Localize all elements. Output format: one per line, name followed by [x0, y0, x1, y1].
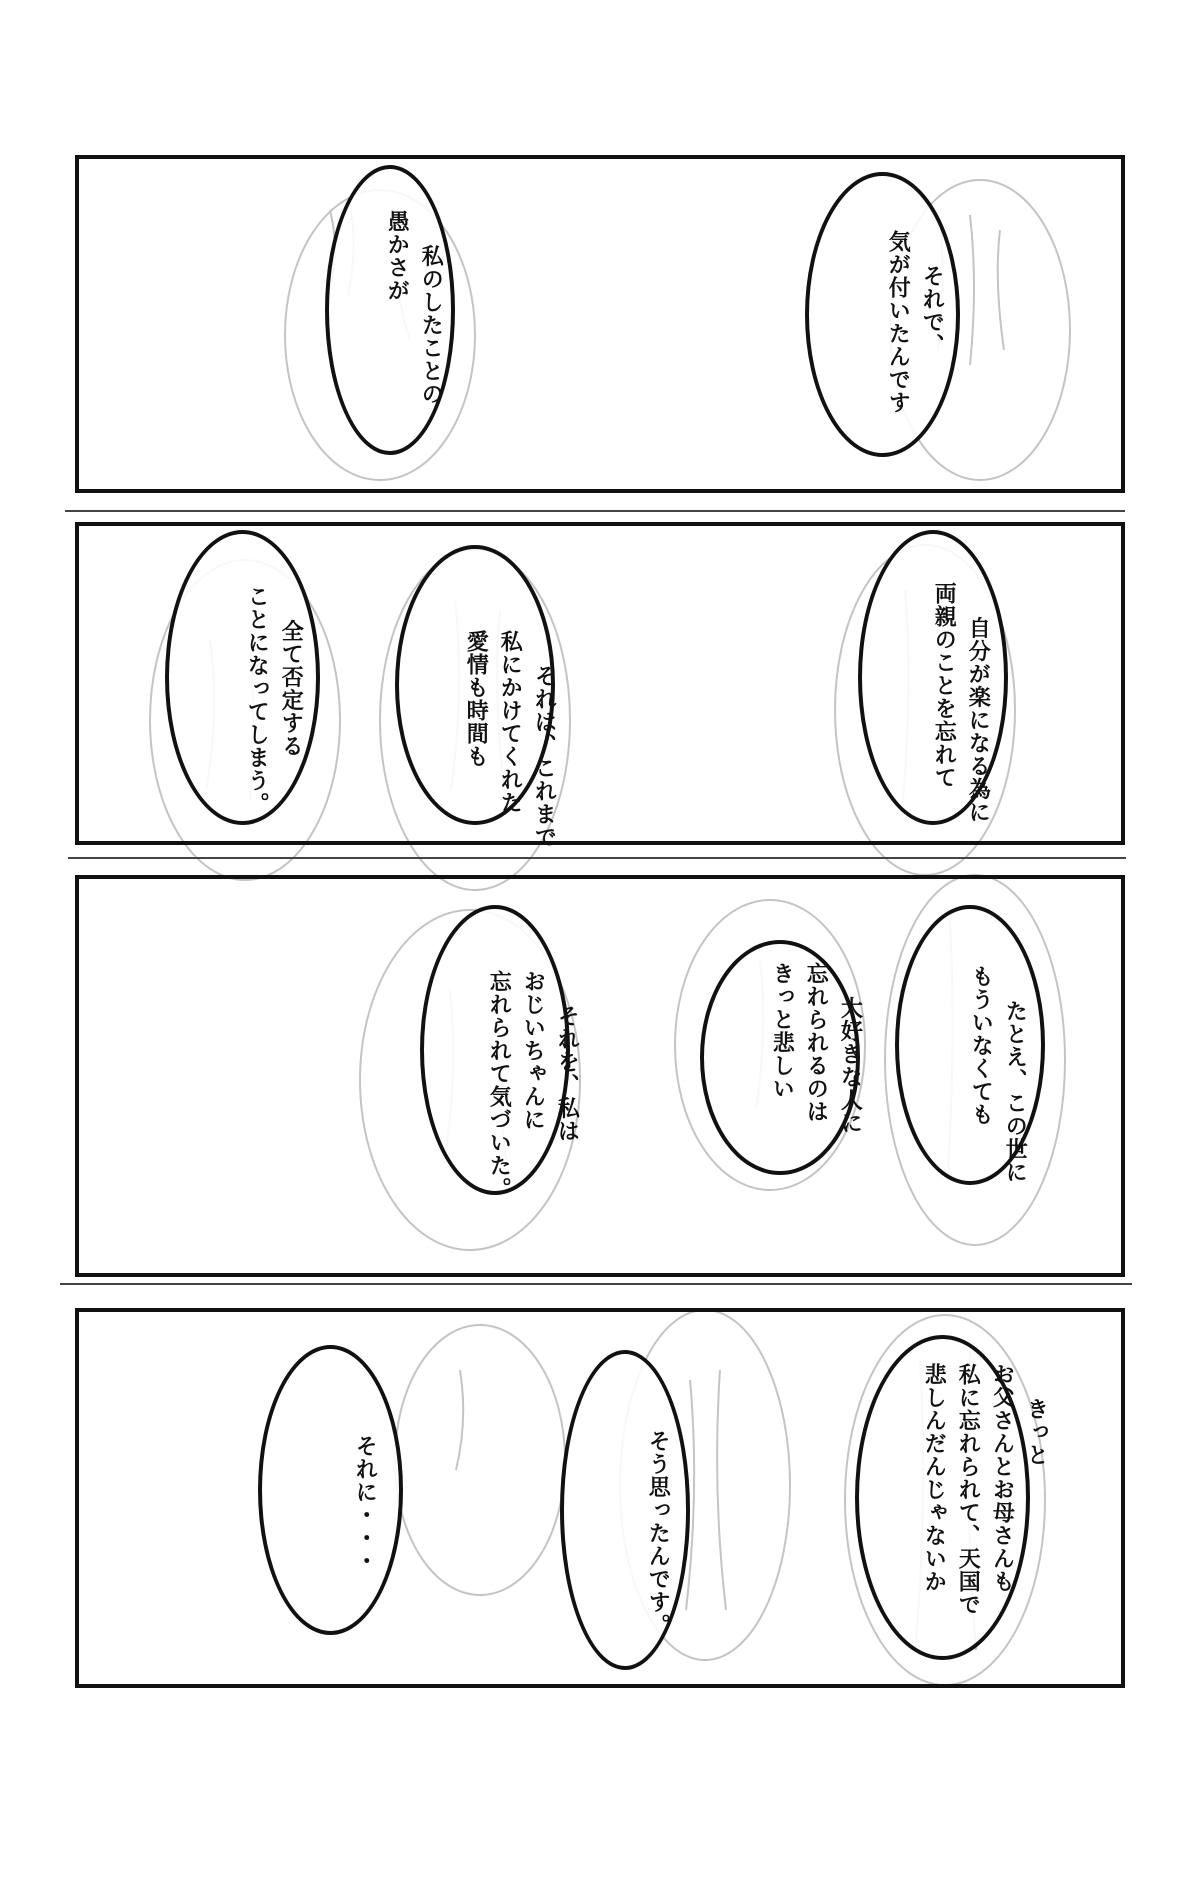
speech-text: それに・・・ — [352, 1434, 379, 1573]
speech-text: それで、 気が付いたんです — [885, 230, 946, 414]
speech-text: 大好きな人に 忘れられるのは きっと悲しい — [769, 962, 864, 1135]
panel-gutter-line — [60, 1283, 1132, 1285]
panel-gutter-line — [65, 510, 1125, 512]
speech-text: きっと お父さんとお母さんも 私に忘れられて、天国で 悲しんだんじゃないか — [921, 1363, 1050, 1616]
speech-text: それは、これまで 私にかけてくれた 愛情も時間も — [463, 630, 558, 849]
speech-text: 自分が楽になる為に 両親のことを忘れて — [931, 582, 992, 824]
speech-text: 全て否定する ことになってしまう。 — [244, 585, 305, 815]
speech-text: たとえ、この世に もういなくても — [968, 965, 1029, 1184]
speech-text: そう思ったんです。 — [645, 1429, 672, 1637]
speech-text: それを、私は おじいちゃんに 忘れられて気づいた。 — [486, 970, 581, 1200]
panel-gutter-line — [68, 857, 1126, 859]
speech-text: 私のしたことの 愚かさが — [384, 210, 445, 406]
